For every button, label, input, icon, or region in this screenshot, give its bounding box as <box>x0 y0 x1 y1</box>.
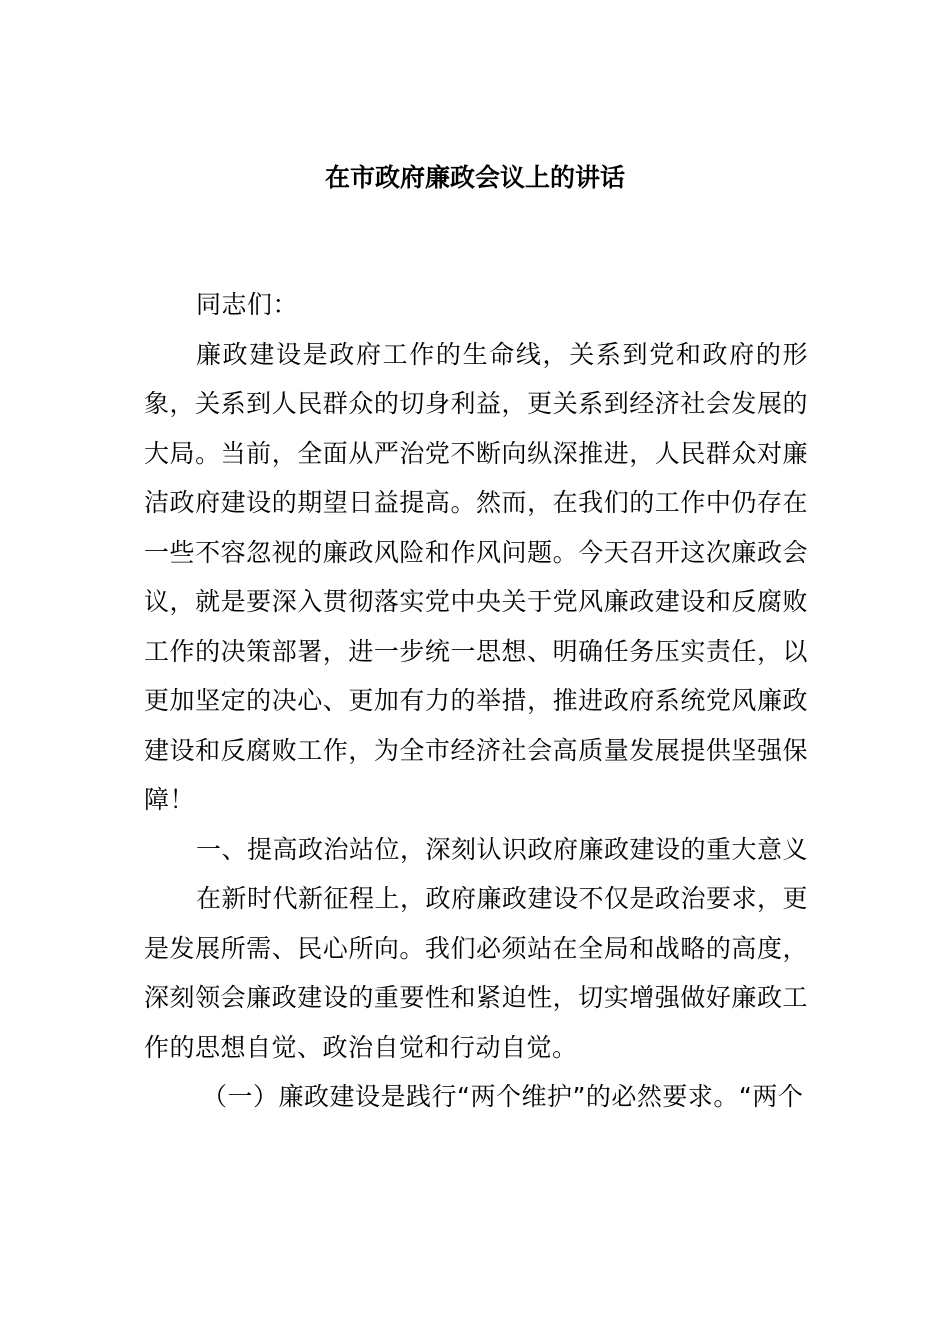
document-body <box>144 280 808 1122</box>
document-title: 在市政府廉政会议上的讲话 <box>324 163 625 192</box>
section-heading-1: 一、提高政治站位，深刻认识政府廉政建设的重大意义 <box>196 834 809 864</box>
paragraph-intro: 廉政建设是政府工作的生命线，关系到党和政府的形象，关系到人民群众的切身利益，更关系到经济社会发展的大局。当前，全面从严治党不断向纵深推进，人民群众对廉洁政府建设的期望日益提高。然而，在我们的工作中仍存在一些不容忽视的廉政风险和作风问题。今天召开这次廉政会议，就是要深入贯彻落实党中央关于党风廉政建设和反腐败工作的决策部署，进一步统一思想、明确任务压实责任，以更加坚定的决心、更加有力的举措，推进政府系统党风廉政建设和反腐败工作，为全市经济社会高质量发展提供坚强保障！ <box>144 339 808 814</box>
paragraph-section-1: 在新时代新征程上，政府廉政建设不仅是政治要求，更是发展所需、民心所向。我们必须站在全局和战略的高度，深刻领会廉政建设的重要性和紧迫性，切实增强做好廉政工作的思想自觉、政治自觉和行动自觉。 <box>144 884 809 1062</box>
greeting: 同志们： <box>196 290 299 319</box>
subheading-1: （一）廉政建设是践行“两个维护”的必然要求。“两个 <box>202 1082 804 1111</box>
